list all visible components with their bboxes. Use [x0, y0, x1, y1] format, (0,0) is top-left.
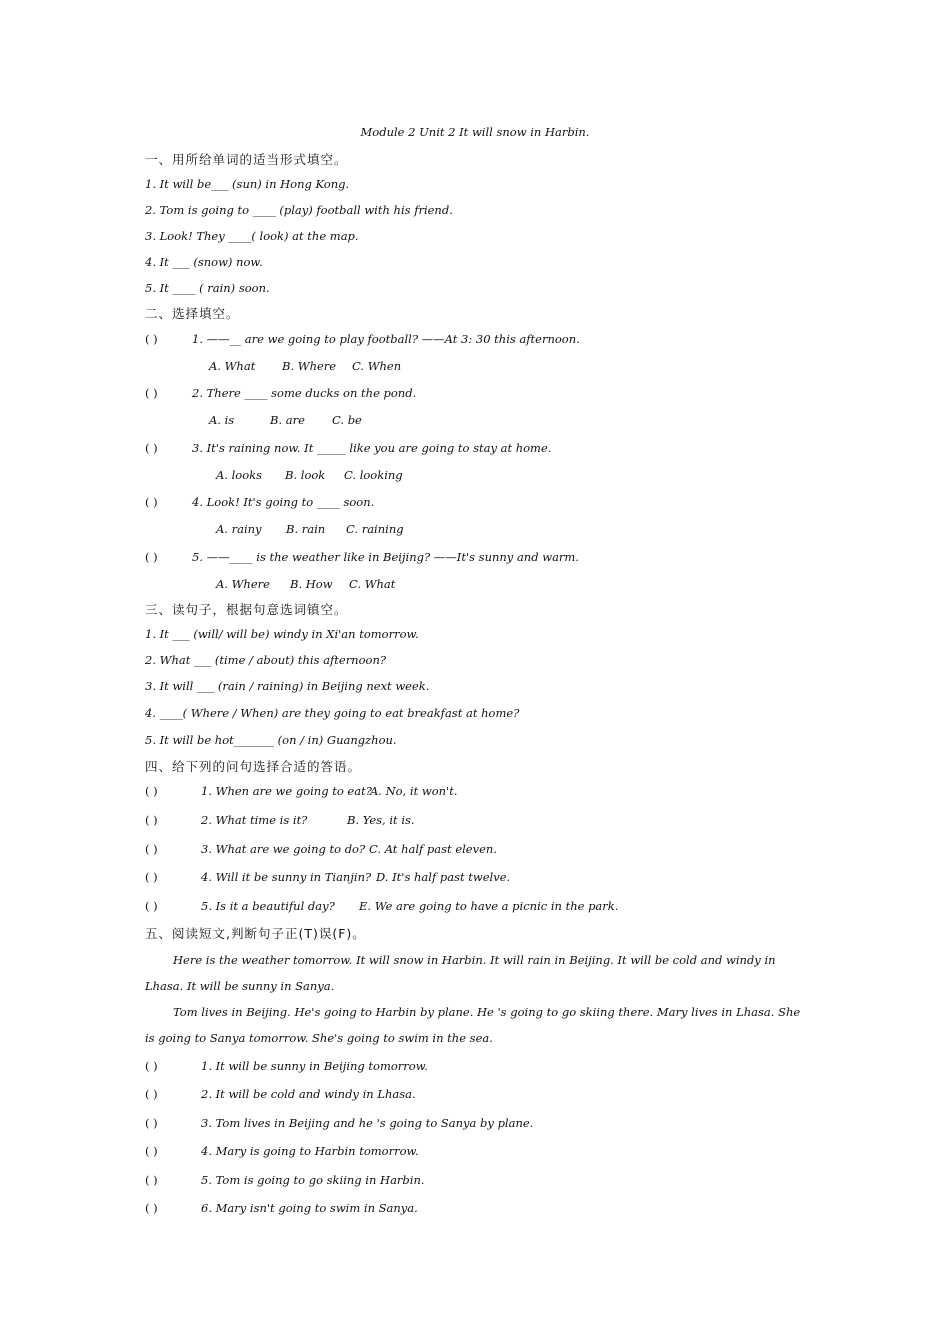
s3-item-2: 2. What ___ (time / about) this afternoon? — [145, 653, 387, 667]
answer-paren: ( ) — [145, 1144, 158, 1158]
answer-paren: ( ) — [145, 441, 158, 455]
answer-paren: ( ) — [145, 1201, 158, 1215]
answer-paren: ( ) — [145, 899, 158, 913]
s4-answer: A. No, it won't. — [370, 784, 458, 798]
s1-item-2: 2. Tom is going to ____ (play) football with his friend. — [145, 203, 453, 217]
s2-question-2 — [145, 386, 416, 400]
answer-paren: ( ) — [145, 1059, 158, 1073]
answer-paren: ( ) — [145, 870, 158, 884]
reading-paragraph-2: Tom lives in Beijing. He's going to Harbin by plane. He 's going to go skiing there. Mary lives in Lhasa. She is going to Sanya tomorrow. She's going to swim in the sea. — [145, 1005, 801, 1045]
s2-q2-option-a: A. is — [209, 413, 235, 427]
s5-item-3 — [145, 1116, 533, 1130]
s1-item-4: 4. It ___ (snow) now. — [145, 255, 263, 269]
answer-paren: ( ) — [145, 784, 158, 798]
s5-statement: 6. Mary isn't going to swim in Sanya. — [201, 1201, 418, 1215]
s5-item-4 — [145, 1144, 419, 1158]
s4-answer: D. It's half past twelve. — [376, 870, 511, 884]
s2-question-4 — [145, 495, 374, 509]
s2-question-5 — [145, 550, 579, 564]
s4-question: 4. Will it be sunny in Tianjin? — [201, 870, 372, 884]
answer-paren: ( ) — [145, 1116, 158, 1130]
answer-paren: ( ) — [145, 386, 158, 400]
s2-q4-option-c: C. raining — [346, 522, 404, 536]
answer-paren: ( ) — [145, 1173, 158, 1187]
s4-answer: C. At half past eleven. — [369, 842, 497, 856]
s5-statement: 5. Tom is going to go skiing in Harbin. — [201, 1173, 425, 1187]
s2-q2-option-c: C. be — [332, 413, 362, 427]
s4-item-1 — [145, 784, 457, 798]
s4-question: 2. What time is it? — [201, 813, 308, 827]
s2-question-1 — [145, 332, 580, 346]
s3-item-5: 5. It will be hot_______ (on / in) Guangzhou. — [145, 733, 397, 747]
reading-paragraph-1: Here is the weather tomorrow. It will snow in Harbin. It will rain in Beijing. It will be cold and windy in Lhasa. It will be sunny in Sanya. — [145, 953, 776, 993]
answer-paren: ( ) — [145, 813, 158, 827]
s2-question-text: 4. Look! It's going to ____ soon. — [192, 495, 375, 509]
s2-q1-option-a: A. What — [209, 359, 256, 373]
s4-item-4 — [145, 870, 510, 884]
s5-statement: 4. Mary is going to Harbin tomorrow. — [201, 1144, 419, 1158]
s2-q4-option-b: B. rain — [286, 522, 326, 536]
answer-paren: ( ) — [145, 332, 158, 346]
s1-item-5: 5. It ____ ( rain) soon. — [145, 281, 270, 295]
section-2-heading: 二、选择填空。 — [145, 306, 240, 321]
s5-item-5 — [145, 1173, 425, 1187]
s2-q5-option-b: B. How — [290, 577, 333, 591]
s4-question: 1. When are we going to eat? — [201, 784, 372, 798]
s4-question: 5. Is it a beautiful day? — [201, 899, 335, 913]
answer-paren: ( ) — [145, 842, 158, 856]
section-5-heading: 五、阅读短文,判断句子正(T)误(F)。 — [145, 926, 366, 941]
s2-q1-option-c: C. When — [352, 359, 402, 373]
s4-answer: E. We are going to have a picnic in the park. — [359, 899, 619, 913]
s2-q1-option-b: B. Where — [282, 359, 337, 373]
s5-item-1 — [145, 1059, 428, 1073]
s1-item-1: 1. It will be___ (sun) in Hong Kong. — [145, 177, 350, 191]
s5-statement: 1. It will be sunny in Beijing tomorrow. — [201, 1059, 428, 1073]
s1-item-3: 3. Look! They ____( look) at the map. — [145, 229, 359, 243]
s4-item-2 — [145, 813, 415, 827]
s5-item-6 — [145, 1201, 418, 1215]
s4-question: 3. What are we going to do? — [201, 842, 366, 856]
s5-statement: 2. It will be cold and windy in Lhasa. — [201, 1087, 416, 1101]
section-3-heading: 三、读句子，根据句意选词镇空。 — [145, 602, 348, 617]
s5-item-2 — [145, 1087, 416, 1101]
s2-q5-option-a: A. Where — [216, 577, 270, 591]
answer-paren: ( ) — [145, 550, 158, 564]
s2-q3-option-b: B. look — [285, 468, 326, 482]
page-title: Module 2 Unit 2 It will snow in Harbin. — [360, 125, 590, 139]
s2-question-text: 5. ——____ is the weather like in Beijing? ——It's sunny and warm. — [192, 550, 579, 564]
s2-question-3 — [145, 441, 551, 455]
section-1-heading: 一、用所给单词的适当形式填空。 — [145, 152, 348, 167]
s2-question-text: 1. ——__ are we going to play football? ——At 3: 30 this afternoon. — [192, 332, 580, 346]
s2-q3-option-c: C. looking — [344, 468, 403, 482]
s2-q4-option-a: A. rainy — [216, 522, 262, 536]
s4-item-3 — [145, 842, 497, 856]
s4-item-5 — [145, 899, 618, 913]
s3-item-4: 4. ____( Where / When) are they going to eat breakfast at home? — [145, 706, 520, 720]
s3-item-3: 3. It will ___ (rain / raining) in Beijing next week. — [145, 679, 430, 693]
section-4-heading: 四、给下列的问句选择合适的答语。 — [145, 759, 362, 774]
answer-paren: ( ) — [145, 1087, 158, 1101]
s5-statement: 3. Tom lives in Beijing and he 's going to Sanya by plane. — [201, 1116, 534, 1130]
answer-paren: ( ) — [145, 495, 158, 509]
s2-q3-option-a: A. looks — [216, 468, 263, 482]
s3-item-1: 1. It ___ (will/ will be) windy in Xi'an tomorrow. — [145, 627, 419, 641]
s4-answer: B. Yes, it is. — [347, 813, 415, 827]
s2-q2-option-b: B. are — [270, 413, 305, 427]
s2-question-text: 3. It's raining now. It _____ like you are going to stay at home. — [192, 441, 552, 455]
s2-question-text: 2. There ____ some ducks on the pond. — [192, 386, 417, 400]
s2-q5-option-c: C. What — [349, 577, 396, 591]
